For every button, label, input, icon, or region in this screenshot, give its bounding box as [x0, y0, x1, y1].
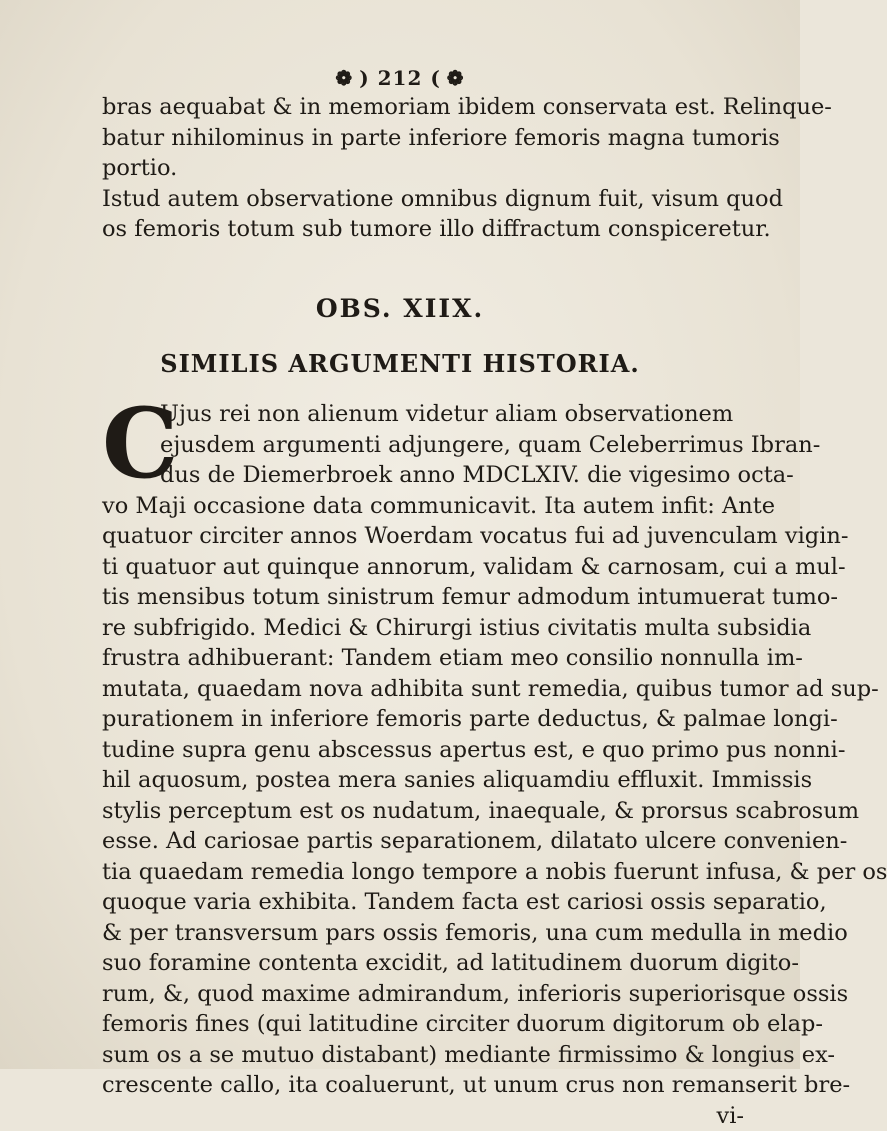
text-line: re subfrigido. Medici & Chirurgi istius civitatis multa subsidia	[102, 613, 762, 644]
text-line: portio.	[102, 153, 762, 184]
text-line: ti quatuor aut quinque annorum, validam & carnosam, cui a mul-	[102, 552, 762, 583]
drop-cap: C	[102, 398, 178, 490]
text-line: suo foramine contenta excidit, ad latitudinem duorum digito-	[102, 948, 762, 979]
text-line: ejusdem argumenti adjungere, quam Celeberrimus Ibran-	[102, 430, 762, 461]
text-line: esse. Ad cariosae partis separationem, dilatato ulcere convenien-	[102, 826, 762, 857]
text-line: tis mensibus totum sinistrum femur admodum intumuerat tumo-	[102, 582, 762, 613]
ornament-right-icon: ❁	[447, 66, 465, 90]
text-line: Istud autem observatione omnibus dignum fuit, visum quod	[102, 184, 762, 215]
text-line: bras aequabat & in memoriam ibidem conservata est. Relinque-	[102, 92, 762, 123]
page-number: ) 212 (	[359, 66, 441, 90]
text-line: hil aquosum, postea mera sanies aliquamdiu effluxit. Immissis	[102, 765, 762, 796]
text-line: femoris fines (qui latitudine circiter duorum digitorum ob elap-	[102, 1009, 762, 1040]
text-line: frustra adhibuerant: Tandem etiam meo consilio nonnulla im-	[102, 643, 762, 674]
text-line: sum os a se mutuo distabant) mediante firmissimo & longius ex-	[102, 1040, 762, 1071]
text-line: vo Maji occasione data communicavit. Ita autem infit: Ante	[102, 491, 762, 522]
text-line: crescente callo, ita coaluerunt, ut unum crus non remanserit bre-	[102, 1070, 762, 1101]
text-line: mutata, quaedam nova adhibita sunt remedia, quibus tumor ad sup-	[102, 674, 762, 705]
text-line: & per transversum pars ossis femoris, una cum medulla in medio	[102, 918, 762, 949]
page-header	[0, 66, 800, 90]
text-line: os femoris totum sub tumore illo diffractum conspiceretur.	[102, 214, 762, 245]
text-line: stylis perceptum est os nudatum, inaequale, & prorsus scabrosum	[102, 796, 762, 827]
text-line: tudine supra genu abscessus apertus est, e quo primo pus nonni-	[102, 735, 762, 766]
observation-title: OBS. XIIX.	[0, 294, 800, 323]
section-subtitle: SIMILIS ARGUMENTI HISTORIA.	[0, 349, 800, 378]
ornament-left-icon: ❁	[335, 66, 353, 90]
text-line: Ujus rei non alienum videtur aliam observationem	[102, 399, 762, 430]
text-line: purationem in inferiore femoris parte deductus, & palmae longi-	[102, 704, 762, 735]
text-line: dus de Diemerbroek anno MDCLXIV. die vigesimo octa-	[102, 460, 762, 491]
intro-paragraph	[102, 92, 762, 245]
text-line: batur nihilominus in parte inferiore femoris magna tumoris	[102, 123, 762, 154]
text-line: quatuor circiter annos Woerdam vocatus fui ad juvenculam vigin-	[102, 521, 762, 552]
text-line: rum, &, quod maxime admirandum, inferioris superiorisque ossis	[102, 979, 762, 1010]
body-paragraph	[102, 399, 762, 1131]
text-line: quoque varia exhibita. Tandem facta est cariosi ossis separatio,	[102, 887, 762, 918]
text-line: tia quaedam remedia longo tempore a nobis fuerunt infusa, & per os	[102, 857, 762, 888]
catchword: vi-	[102, 1101, 762, 1131]
